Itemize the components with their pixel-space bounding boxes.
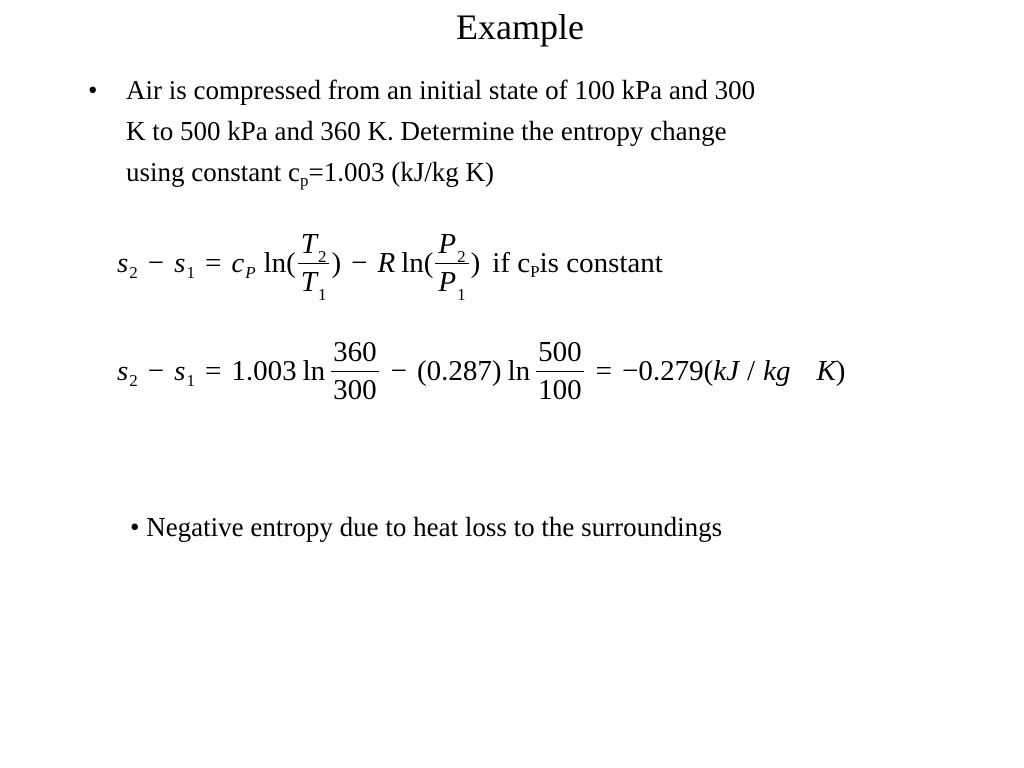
cp-value: =1.003 (kJ/kg K): [308, 157, 494, 187]
s1-subscript-calc: 1: [186, 370, 195, 390]
ln-open-1: ln(: [263, 247, 296, 279]
s2-symbol-calc: s: [117, 355, 129, 387]
t2-subscript: 2: [317, 247, 327, 266]
ln-2: ln: [507, 355, 531, 387]
problem-line-2: K to 500 kPa and 360 K. Determine the entropy change: [126, 116, 727, 146]
pressure-denominator: 100: [538, 374, 582, 406]
ln-1: ln: [302, 355, 326, 387]
p1-term: [435, 264, 468, 304]
slide-title: Example: [456, 7, 584, 47]
cp-subscript: p: [299, 171, 309, 190]
s2-subscript: 2: [129, 262, 138, 282]
problem-text: [126, 70, 938, 196]
equals-sign-calc: =: [204, 355, 222, 387]
temperature-ratio: [298, 228, 330, 304]
pressure-numerator: 500: [536, 336, 584, 372]
unit-kj: kJ: [713, 355, 740, 387]
p2-subscript: 2: [457, 247, 466, 266]
problem-line-1: Air is compressed from an initial state of 100 kPa and 300: [126, 75, 756, 105]
unit-slash: /: [747, 355, 756, 387]
entropy-formula: [117, 228, 663, 304]
equals-sign: =: [204, 247, 222, 279]
close-paren-2: ): [470, 247, 481, 279]
s1-symbol-calc: s: [174, 355, 186, 387]
s1-symbol: s: [174, 247, 186, 279]
p1-subscript: 1: [457, 285, 466, 304]
condition-prefix: if c: [492, 247, 531, 279]
t1-subscript: 1: [317, 285, 327, 304]
s1-subscript: 1: [186, 262, 195, 282]
cp-symbol-subscript: P: [245, 262, 256, 282]
p1-symbol: P: [438, 266, 457, 298]
minus-sign-2: −: [351, 247, 368, 279]
temperature-fraction: [331, 336, 379, 407]
t2-term: [298, 228, 330, 264]
entropy-result: −0.279: [621, 355, 704, 387]
s2-symbol: s: [117, 247, 129, 279]
close-paren-1: ): [331, 247, 342, 279]
unit-k: K: [816, 355, 836, 387]
bullet-icon: •: [88, 75, 98, 105]
t2-symbol: T: [300, 228, 317, 260]
cp-symbol: c: [231, 247, 245, 279]
unit-open-paren: (: [703, 355, 714, 387]
p2-symbol: P: [438, 228, 457, 260]
equals-sign-calc-2: =: [595, 355, 612, 387]
condition-suffix: is constant: [539, 247, 663, 279]
t1-symbol: T: [300, 266, 317, 298]
temperature-denominator: 300: [333, 374, 377, 406]
problem-line-3: [126, 152, 938, 196]
s2-subscript-calc: 2: [129, 370, 138, 390]
condition-subscript: P: [530, 262, 540, 281]
conclusion-bullet: • Negative entropy due to heat loss to the surroundings: [130, 512, 723, 542]
minus-sign-calc-2: −: [390, 355, 407, 387]
r-symbol: R: [377, 247, 396, 279]
cp-prefix: using constant c: [126, 157, 300, 187]
minus-sign-calc: −: [147, 355, 165, 387]
gas-constant-value: (0.287): [416, 355, 502, 387]
temperature-numerator: 360: [331, 336, 379, 372]
p2-term: [435, 228, 468, 264]
minus-sign: −: [147, 247, 165, 279]
ln-open-2: ln(: [401, 247, 434, 279]
condition-text: [492, 247, 663, 280]
problem-statement: [88, 70, 938, 196]
pressure-fraction: [536, 336, 584, 407]
cp-coefficient: 1.003: [231, 355, 297, 387]
unit-kg: kg: [763, 355, 791, 387]
pressure-ratio: [435, 228, 468, 304]
entropy-calculation: [117, 336, 845, 407]
t1-term: [298, 264, 330, 304]
unit-close-paren: ): [835, 355, 846, 387]
